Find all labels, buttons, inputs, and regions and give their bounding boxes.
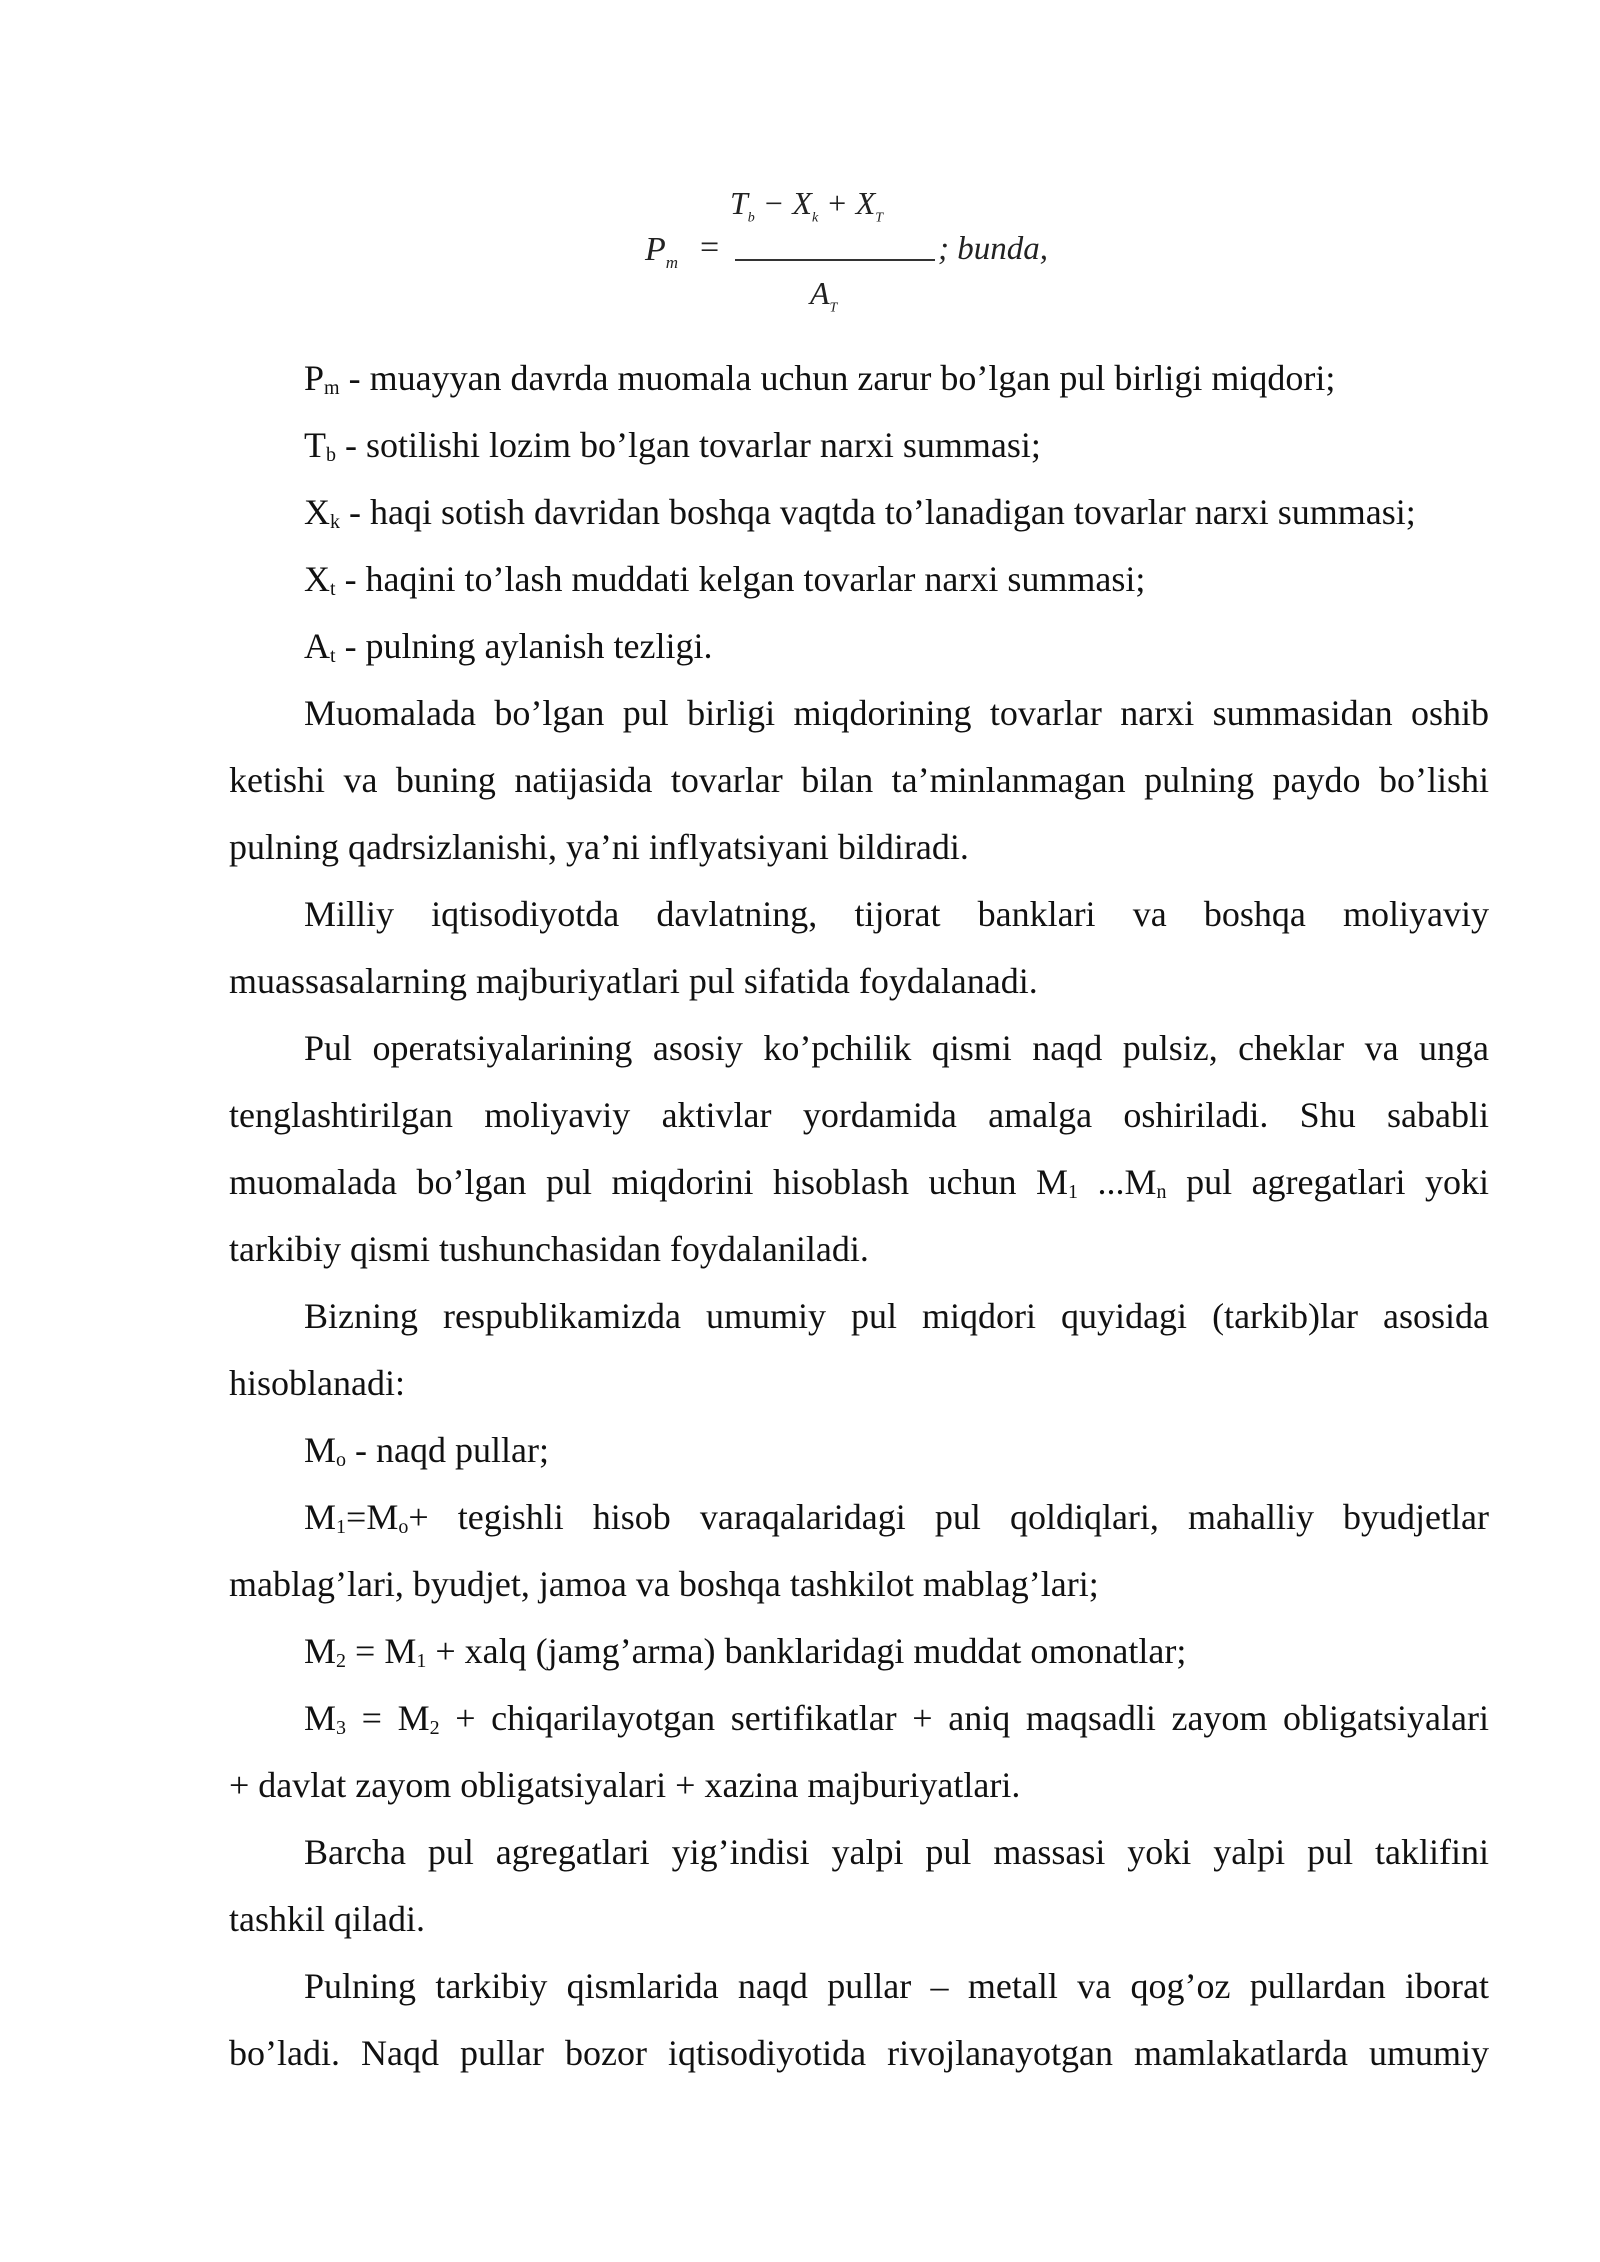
paragraph-money-supply-line2: tashkil qiladi.: [229, 1899, 425, 1939]
paragraph-obligations-line1: Milliy iqtisodiyotda davlatning, tijorat banklari va boshqa moliyaviy: [304, 894, 1489, 934]
money-quantity-formula: [600, 185, 1070, 335]
formula-equals: =: [700, 229, 720, 266]
aggregate-m3-line1: M3 = M2 + chiqarilayotgan sertifikatlar + aniq maqsadli zayom obligatsiyalari: [304, 1698, 1489, 1739]
formula-denominator: $A_T$: [810, 275, 838, 316]
paragraph-money-supply-line1: Barcha pul agregatlari yig’indisi yalpi pul massasi yoki yalpi pul taklifini: [304, 1832, 1489, 1872]
body-text: [229, 345, 1489, 2087]
paragraph-operations-line2: tenglashtirilgan moliyaviy aktivlar yordamida amalga oshiriladi. Shu sababli: [229, 1095, 1489, 1135]
formula-tail: ; bunda,: [938, 231, 1048, 267]
aggregate-m1-line2: mablag’lari, byudjet, jamoa va boshqa tashkilot mablag’lari;: [229, 1564, 1099, 1604]
paragraph-inflation-line2: ketishi va buning natijasida tovarlar bilan ta’minlanmagan pulning paydo bo’lishi: [229, 760, 1489, 800]
paragraph-republic-line2: hisoblanadi:: [229, 1363, 405, 1403]
paragraph-operations-line4: tarkibiy qismi tushunchasidan foydalaniladi.: [229, 1229, 869, 1269]
paragraph-republic-line1: Bizning respublikamizda umumiy pul miqdori quyidagi (tarkib)lar asosida: [304, 1296, 1489, 1336]
paragraph-operations-line1: Pul operatsiyalarining asosiy ko’pchilik qismi naqd pulsiz, cheklar va unga: [304, 1028, 1489, 1068]
fraction-bar: [735, 259, 935, 261]
aggregate-m0: Mo - naqd pullar;: [304, 1430, 549, 1471]
formula-numerator: $T_b - X_k + X_T$: [730, 185, 884, 226]
aggregate-m3-line2: + davlat zayom obligatsiyalari + xazina majburiyatlari.: [229, 1765, 1021, 1805]
paragraph-inflation-line3: pulning qadrsizlanishi, ya’ni inflyatsiyani bildiradi.: [229, 827, 969, 867]
definition-xk: Xk - haqi sotish davridan boshqa vaqtda to’lanadigan tovarlar narxi summasi;: [304, 492, 1416, 533]
aggregate-m1-line1: M1=Mo+ tegishli hisob varaqalaridagi pul qoldiqlari, mahalliy byudjetlar: [304, 1497, 1489, 1538]
paragraph-obligations-line2: muassasalarning majburiyatlari pul sifatida foydalanadi.: [229, 961, 1038, 1001]
definition-at: At - pulning aylanish tezligi.: [304, 626, 713, 667]
definition-pm: Pm - muayyan davrda muomala uchun zarur bo’lgan pul birligi miqdori;: [304, 358, 1336, 399]
aggregate-m2: M2 = M1 + xalq (jamg’arma) banklaridagi muddat omonatlar;: [304, 1631, 1187, 1672]
definition-tb: Tb - sotilishi lozim bo’lgan tovarlar narxi summasi;: [304, 425, 1041, 466]
definition-xt: Xt - haqini to’lash muddati kelgan tovarlar narxi summasi;: [304, 559, 1146, 600]
paragraph-operations-line3: muomalada bo’lgan pul miqdorini hisoblash uchun M1 ...Mn pul agregatlari yoki: [229, 1162, 1489, 1203]
paragraph-cash-line2: bo’ladi. Naqd pullar bozor iqtisodiyotida rivojlanayotgan mamlakatlarda umumiy: [229, 2033, 1489, 2073]
paragraph-inflation-line1: Muomalada bo’lgan pul birligi miqdorining tovarlar narxi summasidan oshib: [304, 693, 1489, 733]
paragraph-cash-line1: Pulning tarkibiy qismlarida naqd pullar – metall va qog’oz pullardan iborat: [304, 1966, 1489, 2006]
formula-lhs: $P_m$: [645, 231, 679, 272]
